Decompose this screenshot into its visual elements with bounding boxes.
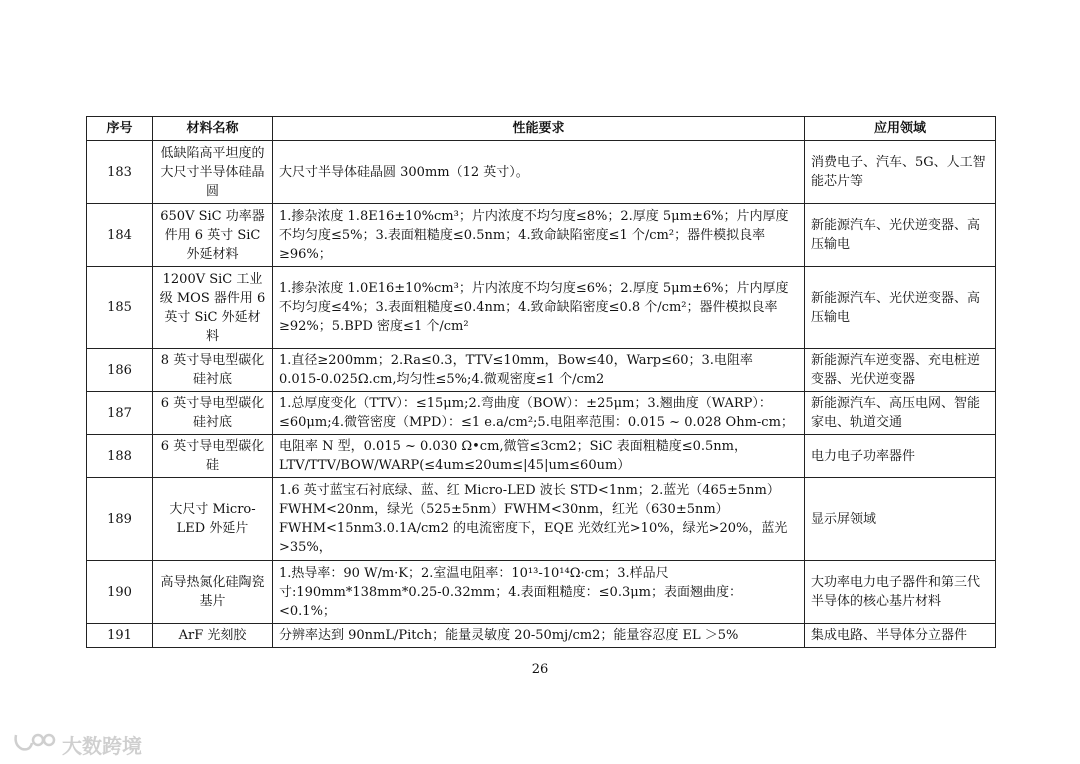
table-row bbox=[87, 204, 996, 267]
row-application: 集成电路、半导体分立器件 bbox=[805, 624, 996, 648]
row-performance: 1.掺杂浓度 1.8E16±10%cm³；片内浓度不均匀度≤8%；2.厚度 5μm±6%；片内厚度不均匀度≤5%；3.表面粗糙度≤0.5nm；4.致命缺陷密度≤1 个/cm²；器件模拟良率≥96%； bbox=[273, 204, 805, 267]
logo-mark-icon bbox=[12, 731, 56, 758]
row-material-name: 650V SiC 功率器件用 6 英寸 SiC 外延材料 bbox=[153, 204, 273, 267]
row-material-name: 高导热氮化硅陶瓷基片 bbox=[153, 561, 273, 624]
watermark bbox=[12, 730, 142, 759]
header-performance: 性能要求 bbox=[273, 117, 805, 141]
row-application: 大功率电力电子器件和第三代半导体的核心基片材料 bbox=[805, 561, 996, 624]
row-seq: 183 bbox=[87, 141, 153, 204]
watermark-text: 大数跨境 bbox=[62, 734, 142, 758]
table-row bbox=[87, 141, 996, 204]
row-application: 新能源汽车、光伏逆变器、高压输电 bbox=[805, 204, 996, 267]
table-row bbox=[87, 624, 996, 648]
row-performance: 大尺寸半导体硅晶圆 300mm（12 英寸）。 bbox=[273, 141, 805, 204]
row-seq: 186 bbox=[87, 349, 153, 392]
table-header bbox=[87, 117, 996, 141]
row-material-name: 6 英寸导电型碳化硅 bbox=[153, 435, 273, 478]
row-application: 新能源汽车、光伏逆变器、高压输电 bbox=[805, 267, 996, 349]
row-seq: 187 bbox=[87, 392, 153, 435]
row-performance: 1.直径≥200mm；2.Ra≤0.3，TTV≤10mm，Bow≤40，Warp≤60；3.电阻率 0.015-0.025Ω.cm,均匀性≤5%;4.微观密度≤1 个/cm2 bbox=[273, 349, 805, 392]
row-performance: 1.热导率：90 W/m·K；2.室温电阻率：10¹³-10¹⁴Ω·cm；3.样品尺寸:190mm*138mm*0.25-0.32mm；4.表面粗糙度：≤0.3μm；表面翘曲度：<0.1%； bbox=[273, 561, 805, 624]
row-application: 新能源汽车逆变器、充电桩逆变器、光伏逆变器 bbox=[805, 349, 996, 392]
row-application: 显示屏领域 bbox=[805, 478, 996, 561]
row-seq: 190 bbox=[87, 561, 153, 624]
row-performance: 1.6 英寸蓝宝石衬底绿、蓝、红 Micro-LED 波长 STD<1nm；2.蓝光（465±5nm）FWHM<20nm，绿光（525±5nm）FWHM<30nm，红光（630±5nm）FWHM<15nm3.0.1A/cm2 的电流密度下，EQE 光效红光>10%，绿光>20%，蓝光>35%， bbox=[273, 478, 805, 561]
row-performance: 1.掺杂浓度 1.0E16±10%cm³；片内浓度不均匀度≤6%；2.厚度 5μm±6%；片内厚度不均匀度≤4%；3.表面粗糙度≤0.4nm；4.致命缺陷密度≤0.8 个/cm²；器件模拟良率≥92%；5.BPD 密度≤1 个/cm² bbox=[273, 267, 805, 349]
row-performance: 电阻率 N 型，0.015 ~ 0.030 Ω•cm,微管≤3cm2；SiC 表面粗糙度≤0.5nm，LTV/TTV/BOW/WARP(≤4um≤20um≤|45|um≤60um） bbox=[273, 435, 805, 478]
table-row bbox=[87, 392, 996, 435]
table-body bbox=[87, 141, 996, 648]
row-material-name: 8 英寸导电型碳化硅衬底 bbox=[153, 349, 273, 392]
row-seq: 189 bbox=[87, 478, 153, 561]
table-row bbox=[87, 349, 996, 392]
row-material-name: 1200V SiC 工业级 MOS 器件用 6 英寸 SiC 外延材料 bbox=[153, 267, 273, 349]
row-material-name: ArF 光刻胶 bbox=[153, 624, 273, 648]
page-number: 26 bbox=[531, 662, 549, 677]
table-row bbox=[87, 435, 996, 478]
header-row bbox=[87, 117, 996, 141]
header-seq: 序号 bbox=[87, 117, 153, 141]
row-seq: 184 bbox=[87, 204, 153, 267]
row-performance: 1.总厚度变化（TTV）：≤15μm;2.弯曲度（BOW）：±25μm；3.翘曲度（WARP）：≤60μm;4.微管密度（MPD）：≤1 e.a/cm²;5.电阻率范围：0.015 ~ 0.028 Ohm-cm； bbox=[273, 392, 805, 435]
row-seq: 185 bbox=[87, 267, 153, 349]
row-material-name: 6 英寸导电型碳化硅衬底 bbox=[153, 392, 273, 435]
row-material-name: 大尺寸 Micro-LED 外延片 bbox=[153, 478, 273, 561]
header-application: 应用领域 bbox=[805, 117, 996, 141]
row-seq: 188 bbox=[87, 435, 153, 478]
row-application: 电力电子功率器件 bbox=[805, 435, 996, 478]
row-material-name: 低缺陷高平坦度的大尺寸半导体硅晶圆 bbox=[153, 141, 273, 204]
table-row bbox=[87, 478, 996, 561]
table-row bbox=[87, 267, 996, 349]
row-application: 新能源汽车、高压电网、智能家电、轨道交通 bbox=[805, 392, 996, 435]
table-row bbox=[87, 561, 996, 624]
row-seq: 191 bbox=[87, 624, 153, 648]
row-application: 消费电子、汽车、5G、人工智能芯片等 bbox=[805, 141, 996, 204]
materials-table bbox=[86, 116, 996, 648]
header-material-name: 材料名称 bbox=[153, 117, 273, 141]
row-performance: 分辨率达到 90nmL/Pitch；能量灵敏度 20-50mj/cm2；能量容忍度 EL ＞5% bbox=[273, 624, 805, 648]
